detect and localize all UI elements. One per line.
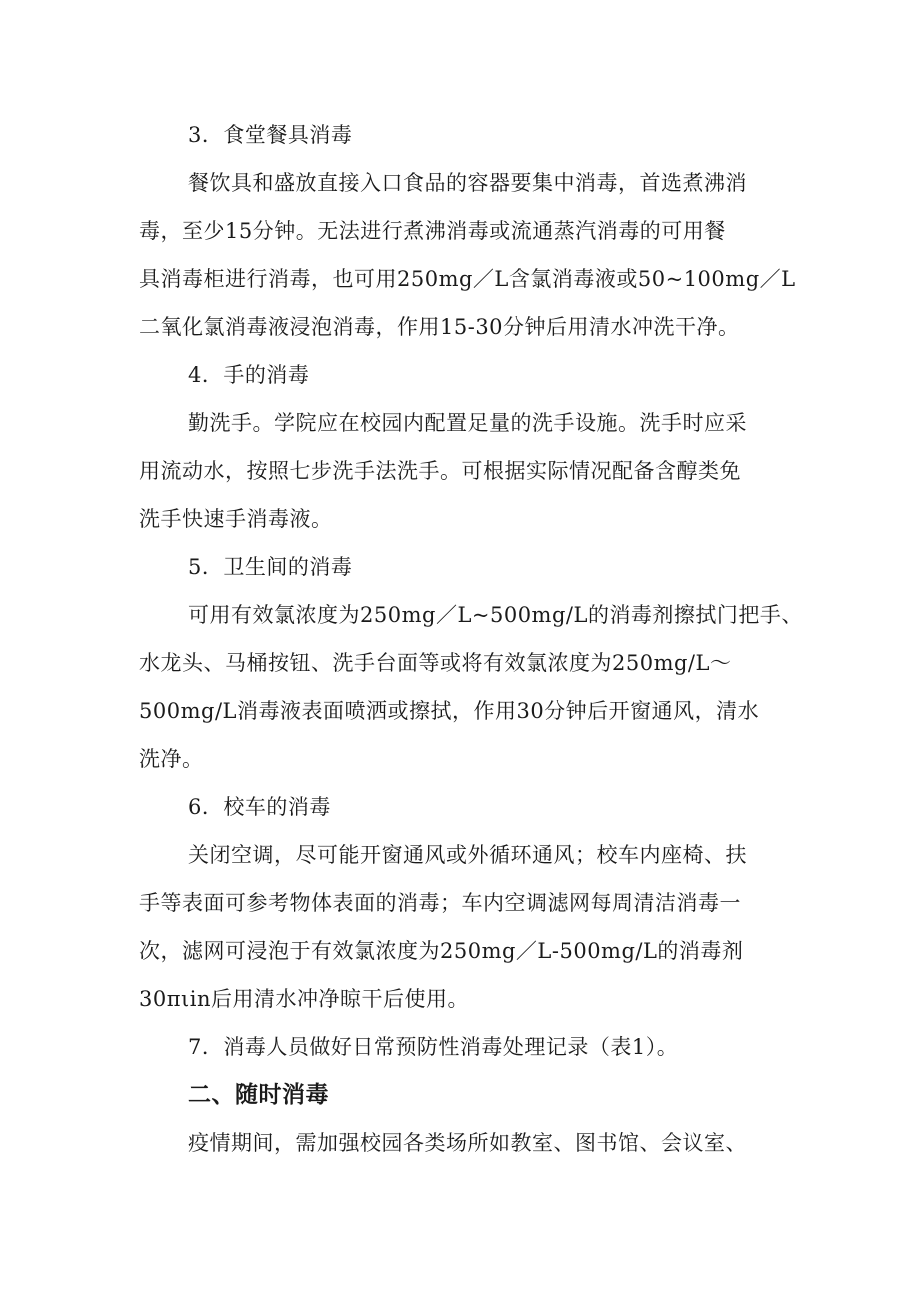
paragraph-line: 餐饮具和盛放直接入口食品的容器要集中消毒，首选煮沸消: [188, 171, 747, 195]
section-heading-on-demand-disinfection: 二、随时消毒: [188, 1082, 329, 1108]
paragraph-line: 500mg/L消毒液表面喷洒或擦拭，作用30分钟后开窗通风，清水: [139, 699, 760, 723]
paragraph-line: 具消毒柜进行消毒，也可用250mg／L含氯消毒液或50~100mg／L: [139, 267, 796, 291]
paragraph-line: 洗净。: [139, 747, 204, 771]
subsection-heading-restroom: 5．卫生间的消毒: [188, 555, 353, 579]
paragraph-line: 关闭空调，尽可能开窗通风或外循环通风；校车内座椅、扶: [188, 843, 747, 867]
paragraph-line: 30πιin后用清水冲净晾干后使用。: [139, 987, 469, 1011]
paragraph-line: 手等表面可参考物体表面的消毒；车内空调滤网每周清洁消毒一: [139, 891, 741, 915]
paragraph-line: 疫情期间，需加强校园各类场所如教室、图书馆、会议室、: [188, 1131, 747, 1155]
paragraph-line: 可用有效氯浓度为250mg／L~500mg/L的消毒剂擦拭门把手、: [188, 603, 803, 627]
subsection-heading-school-bus: 6．校车的消毒: [188, 795, 331, 819]
paragraph-line: 水龙头、马桶按钮、洗手台面等或将有效氯浓度为250mg/L～: [139, 651, 732, 675]
paragraph-line: 勤洗手。学院应在校园内配置足量的洗手设施。洗手时应采: [188, 411, 747, 435]
paragraph-line: 二氧化氯消毒液浸泡消毒，作用15-30分钟后用清水冲洗干净。: [139, 315, 740, 339]
paragraph-line: 毒，至少15分钟。无法进行煮沸消毒或流通蒸汽消毒的可用餐: [139, 219, 726, 243]
paragraph-line: 洗手快速手消毒液。: [139, 507, 333, 531]
subsection-heading-records: 7．消毒人员做好日常预防性消毒处理记录（表1）。: [188, 1035, 679, 1059]
paragraph-line: 用流动水，按照七步洗手法洗手。可根据实际情况配备含醇类免: [139, 459, 741, 483]
subsection-heading-tableware: 3．食堂餐具消毒: [188, 123, 353, 147]
paragraph-line: 次，滤网可浸泡于有效氯浓度为250mg／L-500mg/L的消毒剂: [139, 939, 744, 963]
subsection-heading-hands: 4．手的消毒: [188, 363, 310, 387]
